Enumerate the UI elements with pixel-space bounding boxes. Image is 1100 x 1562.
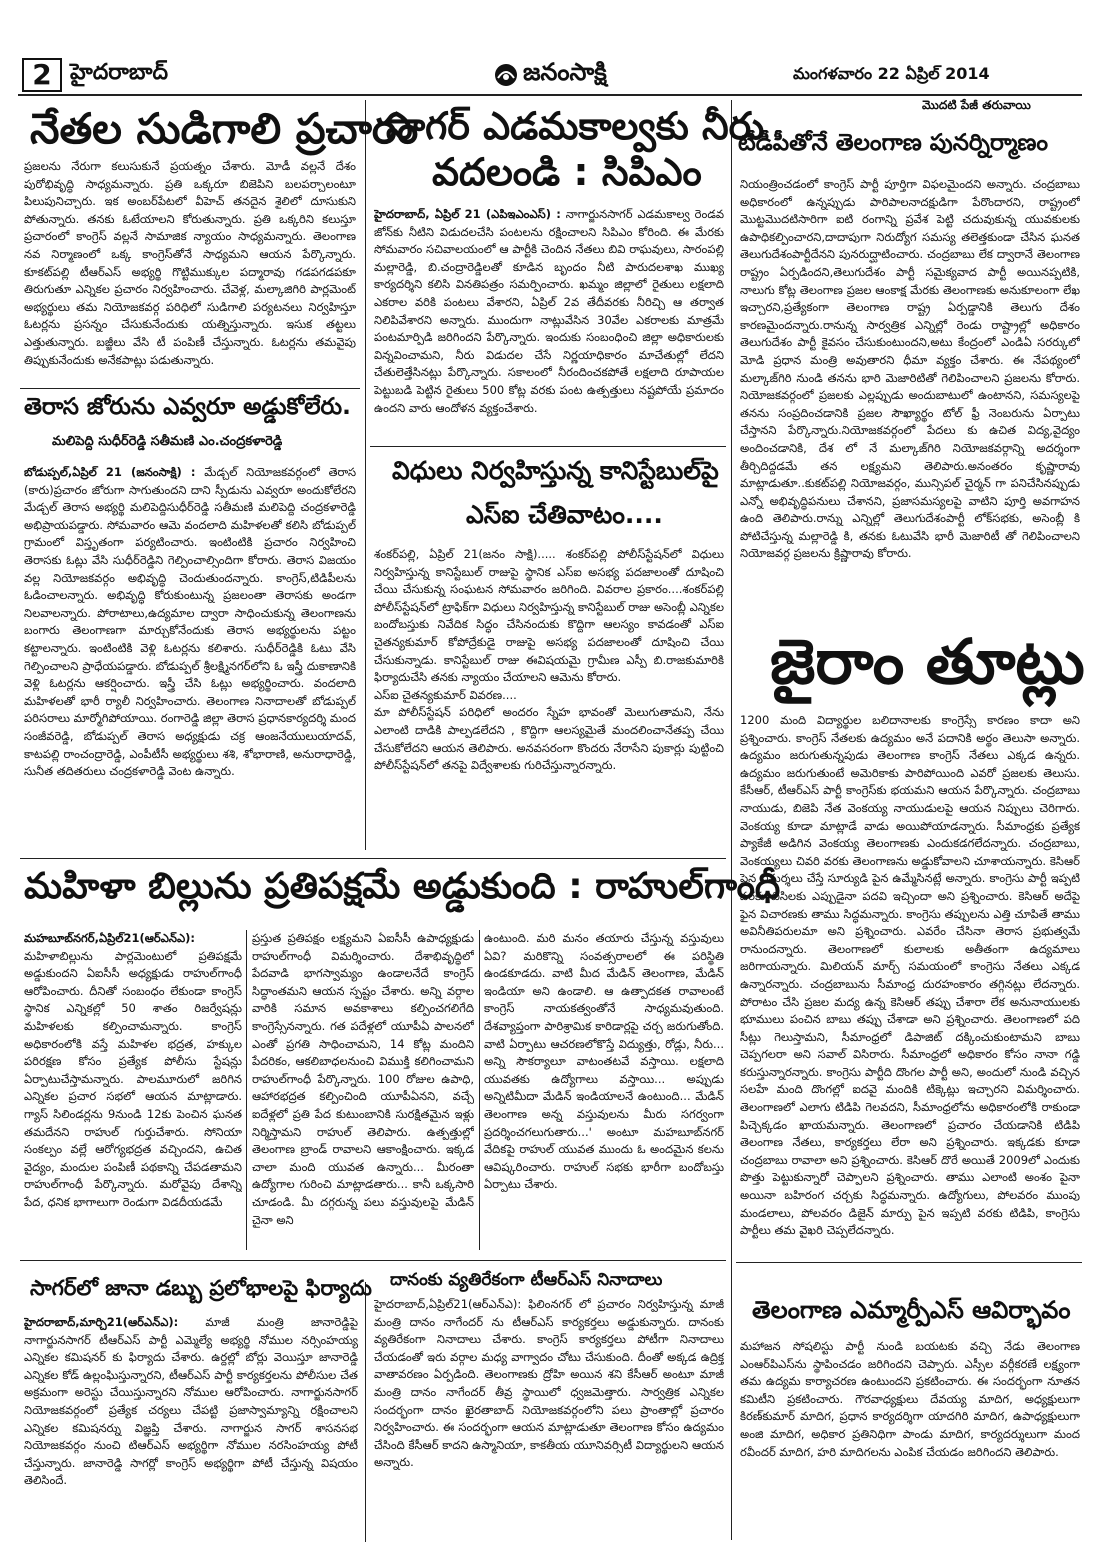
paper-logo [493, 58, 607, 92]
article2-headline: తెరాస జోరును ఎవ్వరూ అడ్డుకోలేరు. [24, 394, 351, 420]
article4-headline-1: విధులు నిర్వహిస్తున్న కానిస్టేబుల్‌పై [392, 456, 719, 485]
article2-dateline: బోడుప్పల్,ఏప్రిల్ 21 (జనంసాక్షి) : [24, 465, 196, 479]
article4-dateline: శంకర్‌పల్లి, ఏప్రిల్ 21(జనం సాక్షి)..... [374, 547, 556, 561]
article7-text-3: ఉంటుంది. మరి మనం తయారు చేస్తున్న వస్తువులు ఏవి? మరికొన్ని సంవత్సరాలలో ఈ పరిస్థితి ఉండకూడదు. వాటి మీద మేడిన్ తెలంగాణ, మేడిన్ ఇండియా అని ఉండాలి. ఆ ఉత్పాదకత రావాలంటే కాంగ్రెస్ నాయకత్వంతోనే సాధ్యమవుతుంది. దేశవ్యాప్తంగా పారిశ్రామిక కారిడార్లపై చర్చ జరుగుతోంది. వాటి ఏర్పాటు ఆచరణలోకొస్తే విద్యుత్తు, రోడ్లు, నీరు... అన్ని సౌకర్యాలూ వాటంతటవే వస్తాయి. లక్షలాది యువతకు ఉద్యోగాలు వస్తాయి... అప్పుడు అన్నిటిమీదా మేడిన్ ఇండియాలనే ఉంటుంది... మేడిన్ తెలంగాణ అన్న వస్తువులను మీరు సగర్వంగా ప్రదర్శించగలుగుతారు...' అంటూ మహబూబ్‌నగర్ వేదికపై రాహుల్ యువత ముందు ఓ అందమైన కలను ఆవిష్కరించారు. రాహుల్ సభకు భారీగా బందోబస్తు ఏర్పాటు చేశారు. [484, 931, 724, 1192]
article10-text: మహాజన సోషలిస్టు పార్టీ నుండి బయటకు వచ్చి నేడు తెలంగాణ ఎంఆర్‌పిఎస్‌ను స్థాపించడం జరిగిందని చెప్పారు. ఎస్సీల వర్గీకరణే లక్ష్యంగా తమ ఉద్యమ కార్యాచరణ ఉంటుందని ప్రకటించారు. ఈ సందర్భంగా నూతన కమిటీని ప్రకటించారు. గౌరవాధ్యక్షులు దేవయ్య మాదిగ, అధ్యక్షులుగా కిరణ్‌కుమార్ మాదిగ, ప్రధాన కార్యదర్శిగా యాదగిరి మాదిగ, ఉపాధ్యక్షులుగా అంజి మాదిగ, అధికార ప్రతినిధిగా పాండు మాదిగ, కార్యదర్శులుగా మంద రవీందర్ మాదిగ, హరి మాదిగలను ఎంపిక చేయడం జరిగిందని తెలిపారు. [740, 1339, 1080, 1459]
article7-headline: మహిళా బిల్లును ప్రతిపక్షమే అడ్డుకుంది : రాహుల్‌గాంధీ [24, 866, 781, 907]
article4-text: శంకర్‌పల్లి పోలీస్‌స్టేషన్‌లో విధులు నిర్వహిస్తున్న కానిస్టేబుల్ రాజుపై స్థానిక ఎస్ఐ అసభ్య పదజాలంతో దూషించి చేయి చేసుకున్న సంఘటన సోమవారం జరిగింది. వివరాల ప్రకారం....శంకర్‌పల్లి పోలీస్‌స్టేషన్‌లో ట్రాఫిక్‌గా విధులు నిర్వహిస్తున్న కానిస్టేబుల్ రాజు అసెంబ్లీ ఎన్నికల బందోబస్తుకు నివేదిక సిద్ధం చేసినందుకు కొద్దిగా ఆలస్యం కావడంతో ఎస్ఐ చైతన్యకుమార్ కోపోద్రేకుడై రాజుపై అసభ్య పదజాలంతో దూషించి చేయి చేసుకున్నాడు. కానిస్టేబుల్ రాజు ఈవిషయమై గ్రామీణ ఎస్పీ బి.రాజకుమారికి ఫిర్యాదుచేసి తనకు న్యాయం చేయాలని ఆమెను కోరారు. [374, 547, 724, 685]
article1-body [24, 158, 356, 386]
article3-headline-2: వదలండి : సిపిఎం [432, 150, 702, 194]
article2-body [24, 464, 356, 849]
article7-top-rule [20, 858, 726, 859]
article3-dateline: హైదరాబాద్, ఏప్రిల్ 21 (ఎపిఇఎంఎస్) : [374, 207, 561, 221]
article5-text: నియంత్రించడంలో కాంగ్రెస్ పార్టీ పూర్తిగా విఫలమైందని అన్నారు. చంద్రబాబు అధికారంలో ఉన్నప్పుడు పారిపాలనాదక్షుడిగా పేరొందారని, రాష్ట్రంలో మొట్టమొదటిసారిగా ఐటి రంగాన్ని ప్రవేశ పెట్టి చదువుకున్న యువకులకు ఉపాధికల్పించారని,దాదాపుగా నిరుద్యోగ సమస్య తలెత్తకుండా చేసిన ఘనత తెలుగుదేశంపార్టీదేనని పునరుద్ఘాటించారు. చంద్రబాబు లేక ద్వారానే తెలంగాణ రాష్ట్రం ఏర్పడిందని,తెలుగుదేశం పార్టీ సమైక్యవాద పార్టీ అయినప్పటికి, నాలుగు కోట్ల తెలంగాణ ప్రజల ఆంకాక్ష మేరకు తెలంగాణకు అనుకూలంగా లేఖ ఇచ్చారని,ప్రత్యేకంగా తెలంగాణ రాష్ట్ర ఏర్పడ్డానికి తెలుగు దేశం కారణమైందన్నారు.రానున్న సార్వత్రిక ఎన్నిల్లో రెండు రాష్ట్రాల్లో అధికారం తెలుగుదేశం పార్టీ కైవసం చేసుకుంటుందని,అటు కేంద్రంలో ఎండిఏ సరర్కులో మోడి ప్రధాన మంత్రి అవుతారని ధీమా వ్యక్తం చేశారు. ఈ నేపథ్యంలో మల్కాజ్‌గిరి నుండి తనను భారి మెజారిటితో గెలిపించాలని ప్రజలను కోరారు. నియోజకవర్గంలో ప్రజలకు ఎల్లప్పుడు అందుబాటులో ఉంటానని, సమస్యలపై తనను సంప్రదించడానికి ప్రజల సౌఖ్యార్థం టోల్ ఫ్రీ నెంబరును ఏర్పాటు చేస్తానని పేర్కొన్నారు.నియోజకవర్గంలో పేదలు కు ఉచిత విద్య,వైద్యం అందించడానికి, దేశ లో నే మల్కాజ్‌గిరి నియోజకవర్గాన్ని అదర్శంగా తీర్చిదిద్దడమే తన లక్ష్యమని తెలిపారు.అనంతరం కృష్ణారావు మాట్లాడుతూ..కుకట్‌పల్లి నియోజవర్గం, మున్సిపల్ చైర్మన్ గా పనిచేసినప్పుడు ఎన్నో అభివృద్ధిపనులు చేశానని, ప్రజాసమస్యలపై వాటిని పూర్తి అవగాహన ఉంది తెలిపారు.రాన్ను ఎన్నిల్లో తెలుగుదేశంపార్టీ లోక్‌సభకు, అసెంబ్లీ కి పోటిచేస్తున్న మల్లారెడ్డి కి, తనకు ఓటువేసి భారీ మెజారిటీ తో గెలిపించాలని నియోజవర్గ ప్రజలను క్రిష్ణారావు కోరారు. [740, 177, 1080, 561]
city-name: హైదరాబాద్ [70, 60, 168, 85]
article7-col-rule-1 [246, 930, 247, 1250]
article7-col-rule-2 [479, 930, 480, 1250]
article1-text: ప్రజలను నేరుగా కలుసుకునే ప్రయత్నం చేశారు. మోడీ వల్లనే దేశం పురోభివృద్ధి సాధ్యమన్నారు. ప్రతి ఒక్కరూ బిజెపిని బలపర్చాలంటూ పిలుపునిచ్చారు. ఇక అంబర్‌పేటలో వీహెచ్ తనదైన శైలిలో దూసుకుని పోతున్నారు. తనకు ఓటేయాలని కోరుతున్నారు. ప్రతి ఒక్కరిని కలుస్తూ ప్రచారంలో కాంగ్రెస్ వల్లనే సామాజిక న్యాయం సాధ్యమన్నారు. తెలంగాణ నవ నిర్మాణంలో ఒక్క కాంగ్రెస్‌తోనే సాధ్యమని ఆయన పేర్కొన్నారు. కూకట్‌పల్లి టీఆర్ఎస్ అభ్యర్థి గొట్టిముక్కుల పద్మారావు గడపగడపకూ తిరుగుతూ ఎన్నికల ప్రచారం నిర్వహించారు. చేవెళ్ల, మల్కాజిగిరి పార్లమెంట్ అభ్యర్థులు తమ నియోజకవర్గ పరిధిలో సుడిగాలి పర్యటనలు నిర్వహిస్తూ ఓటర్లను ప్రసన్నం చేసుకునేందుకు యత్నిస్తున్నారు. ఇసుక తట్టలు ఎత్తుతున్నారు. బజ్జీలు వేసి టీ పంపిణీ చేస్తున్నారు. ఓటర్లను తమవైపు తిప్పుకునేందుకు అనేకపాట్లు పడుతున్నారు. [24, 159, 356, 367]
article10-body [740, 1338, 1080, 1546]
article9-body [374, 1296, 724, 1546]
article3-rule [370, 446, 726, 447]
column-rule-3 [365, 1282, 366, 1542]
article4-headline-2: ఎస్ఐ చేతివాటం.... [466, 500, 663, 529]
article2-byline: మలిపెద్ది సుధీర్‌రెడ్డి సతీమణి ఎం.చంద్రకళారెడ్డి [52, 434, 283, 449]
article2-text: మేడ్చల్ నియోజకవర్గంలో తెరాస (కారు)ప్రచారం జోరుగా సాగుతుందని దాని స్పీడును ఎవ్వరూ అందుకోలేరని మేడ్చల్ తెరాస అభ్యర్థి మలిపెద్దిసుధీర్‌రెడ్డి సతీమణి మలిపెద్ది చంద్రకళారెడ్డి అభిప్రాయపడ్డారు. సోమవారం ఆమె వందలాది మహిళలతో కలిసి బోడుప్పల్ గ్రామంలో విస్తృతంగా పర్యటించారు. ఇంటింటికి ప్రచారం నిర్వహించి తెరాసకు ఓట్లు వేసి సుధీర్‌రెడ్డిని గెల్పించాల్సిందిగా కోరారు. తెరాస విజయం వల్ల నియోజకవర్గం అభివృద్ధి చెందుతుందన్నారు. కాంగ్రెస్,టిడిపీలను ఓడించాలన్నారు. అభివృద్ధి కోరుకుంటున్న ప్రజలంతా తెరాసకు అండగా నిలవాలన్నారు. పోరాటాలు,ఉద్యమాల ద్వారా సాధించుకున్న తెలంగాణను బంగారు తెలంగాణగా మార్చుకోనేందుకు తెరాస అభ్యర్థులను పట్టం కట్టాలన్నారు. ఇంటింటికి వెళ్లి ఓటర్లను కలిశారు. సుధీర్‌రెడ్డికి ఓటు వేసి గెల్పించాలని ప్రాధేయపడ్డారు. బోడుప్పల్ శ్రీలక్ష్మినగర్‌లోని ఓ ఇస్త్రీ దుకాణానికి వెళ్లి ఓటర్లను ఆకర్షించారు. ఇస్త్రీ చేసి ఓట్లు అభ్యర్థించారు. వందలాది మహిళలతో భారీ ర్యాలీ నిర్వహించారు. తెలంగాణ నినాదాలతో బోడుప్పల్ పరిసరాలు మార్మోగిపోయాయి. రంగారెడ్డి జిల్లా తెరాస ప్రధానకార్యదర్శి మంద సంజీవరెడ్డి, బోడుప్పల్ తెరాస అధ్యక్షుడు చక్ర ఆంజనేయులుయాదవ్, కాటపల్లి రాంచంద్రారెడ్డి, ఎంపీటీసీ అభ్యర్థులు శశి, శోభారాణి, అనురాధారెడ్డి, సునీత తదితరులు చంద్రకళారెడ్డి వెంట ఉన్నారు. [24, 465, 356, 779]
article9-dateline: హైదరాబాద్,ఏప్రిల్21(ఆర్ఎన్ఎ): [374, 1297, 522, 1311]
article8-body [24, 1314, 358, 1546]
article10-headline: తెలంగాణ ఎమ్మార్పీఎస్ ఆవిర్భావం [752, 1296, 1071, 1324]
article7-text-1: మహిళాబిల్లును పార్లమెంటులో ప్రతిపక్షమే అడ్డుకుందని ఏఐసీసీ అధ్యక్షుడు రాహుల్‌గాంధీ ఆరోపించారు. దీనితో సంబంధం లేకుండా కాంగ్రెస్ స్థానిక ఎన్నికల్లో 50 శాతం రిజర్వేషన్లు మహిళలకు కల్పించామన్నారు. కాంగ్రెస్ అధికారంలోకి వస్తే మహిళల భద్రత, హక్కుల పరిరక్షణ కోసం ప్రత్యేక పోలీసు స్టేషన్లు ఏర్పాటుచేస్తామన్నారు. పాలమూరులో జరిగిన ఎన్నికల ప్రచార సభలో ఆయన మాట్లాడారు. గ్యాస్ సిలిండర్లను 9నుండి 12కు పెంచిన ఘనత తమదేనని రాహుల్ గుర్తుచేశారు. సోనియా సంకల్పం వల్లే ఆరోగ్యభద్రత వచ్చిందని, ఉచిత వైద్యం, మందుల పంపిణీ పథకాన్ని చేపడతామని రాహుల్‌గాంధీ పేర్కొన్నారు. మరోవైపు దేశాన్ని పేద, ధనిక భాగాలుగా రెండుగా విడదీయడమే [24, 948, 242, 1209]
article4-subhead: ఎస్ఐ చైతన్యకుమార్ వివరణ.... [374, 687, 517, 702]
article3-text: నాగార్జునసాగర్ ఎడమకాల్వ రెండవ జోన్‌కు నీటిని విడుదలచేసి పంటలను రక్షించాలని సిపిఎం కోరింది. ఈ మేరకు సోమవారం సచివాలయంలో ఆ పార్టీకి చెందిన నేతలు బివి రాఘవులు, సారంపల్లి మల్లారెడ్డి, బి.చంద్రారెడ్డిలతో కూడిన బృందం నీటి పారుదలశాఖ ముఖ్య కార్యదర్శిని కలిసి వినతిపత్రం సమర్పించారు. ఖమ్మం జిల్లాలో రైతులు లక్షలాది ఎకరాల వరికి పంటలు వేశారని, ఏప్రిల్ 2వ తేదీవరకు నీరిచ్చి ఆ తర్వాత నిలిపివేశారని అన్నారు. ముందుగా నాట్లువేసిన 30వేల ఎకరాలకు మాత్రమే పంటమార్పిడి జరిగిందని పేర్కొన్నారు. ఇందుకు సంబంధించి జిల్లా అధికారులకు విన్నవించామని, నీరు విడుదల చేసే నిర్ణయాధికారం మాచేతుల్లో లేదని చేతులెత్తేసినట్లు పేర్కొన్నారు. సకాలంలో నీరందించకపోతే లక్షలాది రూపాయల పెట్టుబడి పెట్టిన రైతులు 500 కోట్ల వరకు పంట ఉత్పత్తులు నష్టపోయే ప్రమాదం ఉందని వారు ఆందోళన వ్యక్తంచేశారు. [374, 207, 724, 415]
article1-rule [20, 388, 360, 389]
column-rule-1 [365, 100, 366, 850]
article6-text: 1200 మంది విద్యార్థుల బలిదానాలకు కాంగ్రెస్సే కారణం కాదా అని ప్రశ్నించారు. కాంగ్రెస్ నేతలకు ఉద్యమం అనే పదానికి అర్థం తెలుసా అన్నారు. ఉద్యమం జరుగుతున్నపుడు తెలంగాణ కాంగ్రెస్ నేతలు ఎక్కడ ఉన్నరు. ఉద్యమం జరుగుతుంటే అమెరికాకు పారిపోయింది ఎవరో ప్రజలకు తెలుసు. కేసీఆర్, టీఆర్ఎస్ పార్టీ కాంగ్రెస్‌కు భయమని ఆయన పేర్కొన్నారు. చంద్రబాబు నాయుడు, బిజెపి నేత వెంకయ్య నాయుడులపై ఆయన నిప్పులు చెరిగారు. వెంకయ్య కూడా మాట్లాడే వాడు అయిపోయాడన్నారు. సీమాంధ్రకు ప్రత్యేక ప్యాకేజీ అడిగిన వెంకయ్య తెలంగాణకు ఎందుకడగలేదన్నారు. చంద్రబాబు, వెంకయ్యలు చివరి వరకు తెలంగాణను అడ్డుకోవాలని చూశాయన్నారు. కెసిఆర్ పైన విమర్శలు చేస్తే సూర్యుడి పైన ఉమ్మేసినట్లే అన్నారు. కాంగ్రెసు పార్టీ ఇప్పటి వరకు బిసిలకు ఎప్పుడైనా పదవి ఇచ్చిందా అని ప్రశ్నించారు. కెసిఆర్ అదేపై ఫైన విచారణకు తాము సిద్ధమన్నారు. కాంగ్రెసు తప్పులను ఎత్తి చూపితే తాము అవినీతిపరులమా అని ప్రశ్నించారు. ఎవరేం చేసినా తెరాస ప్రభుత్వమే రానుందన్నారు. తెలంగాణలో కులాలకు అతీతంగా ఉద్యమాలు జరిగాయన్నారు. మిలియన్ మార్చ్ సమయంలో కాంగ్రెసు నేతలు ఎక్కడ ఉన్నారన్నారు. చంద్రబాబును సీమాంధ్ర దురహంకారం తగ్గినట్లు లేదన్నారు. పోరాటం చేసి ప్రజల మద్య ఉన్న కెసిఆర్ తప్పు చేశారా లేక అనునాయులకు భూములు పంచిన బాబు తప్పు చేశాడా అని ప్రశ్నించారు. తెలంగాణలో పది సీట్లు గెలుస్తామని, సీమాంధ్రలో డిపాజిట్ దక్కించుకుంటామని బాబు చెప్పగలరా అని సవాల్ విసిరారు. సీమాంధ్రలో అధికారం కోసం నానా గడ్డి కరుస్తున్నారన్నారు. కాంగ్రెసు పార్టీది దొంగల పార్టీ అని, అందులో నుండి వచ్చిన సలహే మంది దొంగల్లో ఐదవై మందికి టిక్కెట్లు ఇచ్చారని విమర్శించారు. తెలంగాణలో ఎలాగు టిడిపి గెలవదని, సీమాంధ్రలోను అధికారంలోకి రాకుండా పిచ్చెక్కడం ఖాయమన్నారు. తెలంగాణలో ప్రచారం చేయడానికి టిడిపి తెలంగాణ నేతలు, కార్యకర్తలు లేరా అని ప్రశ్నించారు. ఇక్కడకు కూడా చంద్రబాబు రావాలా అని ప్రశ్నించారు. కెసిఆర్ దొరే అయితే 2009లో ఎందుకు పొత్తు పెట్టుకున్నారో చెప్పాలని ప్రశ్నించారు. తాము ఎలాంటి అంశం పైనా అయినా బహిరంగ చర్చకు సిద్ధమన్నారు. ఉద్యోగులు, పోలవరం ముంపు మండలాలు, పోలవరం డిజైన్ మార్పు పైన ఇప్పటి వరకు టిడిపి, కాంగ్రెసు పార్టీలు తమ వైఖరి చెప్పలేదన్నారు. [740, 713, 1080, 1238]
article6-headline: జైరాం తూట్లు [770, 625, 1085, 698]
article3-body [374, 206, 724, 430]
article8-dateline: హైదరాబాద్,మార్చి21(ఆర్ఎన్ఎ): [24, 1315, 179, 1329]
article5-headline: టీడీపీతోనే తెలంగాణ పునర్నిర్మాణం [738, 130, 1049, 156]
article7-text-2: ప్రస్తుత ప్రతిపక్షం లక్ష్యమని ఏఐసీసీ ఉపాధ్యక్షుడు రాహుల్‌గాంధీ విమర్శించారు. దేశాభివృద్ధిలో పేదవాడి భాగస్వామ్యం ఉండాలనేదే కాంగ్రెస్ సిద్ధాంతమని ఆయన స్పష్టం చేశారు. అన్ని వర్గాల వారికి సమాన అవకాశాలు కల్పించగలిగేది కాంగ్రెస్సేనన్నారు. గత పదేళ్లలో యూపీఏ పాలనలో ఎంతో ప్రగతి సాధించామని, 14 కోట్ల మందిని పేదరికం, ఆకలిబాధలనుంచి విముక్తి కలిగించామని రాహుల్‌గాంధీ పేర్కొన్నారు. 100 రోజుల ఉపాధి, ఆహారభద్రత కల్పించింది యూపీఏనని, వచ్చే ఐదేళ్లలో ప్రతి పేద కుటుంబానికి సురక్షితమైన ఇళ్లు నిర్మిస్తామని రాహుల్ తెలిపారు. ఉత్పత్తుల్లో తెలంగాణ బ్రాండ్ రావాలని ఆకాంక్షించారు. ఇక్కడ చాలా మంది యువత ఉన్నారు... మీరంతా ఉద్యోగాల గురించి మాట్లాడతారు... కానీ ఒక్కసారి చూడండి. మీ దగ్గరున్న పలు వస్తువులపై మేడిన్ చైనా అని [252, 931, 474, 1227]
masthead [18, 58, 1082, 92]
article7-col1 [24, 930, 242, 1252]
article8-headline: సాగర్‌లో జానా డబ్బు ప్రలోభాలపై ఫిర్యాదు [30, 1276, 372, 1300]
page-number: 2 [22, 58, 62, 92]
logo-emblem-icon [493, 62, 519, 88]
article6-rule [736, 1262, 1082, 1263]
article7-bottom-rule [20, 1260, 726, 1261]
article9-text: ఫిలింనగర్ లో ప్రచారం నిర్వహిస్తున్న మాజీ మంత్రి దానం నాగేందర్ ను టీఆర్ఎస్ కార్యకర్తలు అడ్డుకున్నారు. దానంకు వ్యతిరేకంగా నినాదాలు చేశారు. కాంగ్రెస్ కార్యకర్తలు పోటీగా నినాదాలు చేయడంతో ఇరు వర్గాల మధ్య వాగ్వాదం చోటు చేసుకుంది. దీంతో అక్కడ ఉద్రిక్త వాతావరణం ఏర్పడింది. తెలంగాణకు ద్రోహి అయిన శని కేసీఆర్ అంటూ మాజీ మంత్రి దానం నాగేందర్ తీవ్ర స్థాయిలో ధ్వజమెత్తారు. సార్వత్రిక ఎన్నికల సందర్భంగా దానం ఖైరతాబాద్ నియోజకవర్గంలోని పలు ప్రాంతాల్లో ప్రచారం నిర్వహించారు. ఈ సందర్భంగా ఆయన మాట్లాడుతూ తెలంగాణ కోసం ఉద్యమం చేసింది కేసీఆర్ కాదని ఉస్మానియా, కాకతీయ యూనివర్సిటీ విద్యార్థులని ఆయన అన్నారు. [374, 1297, 724, 1470]
article7-col3 [484, 930, 724, 1252]
issue-date: మంగళవారం 22 ఏప్రిల్ 2014 [793, 64, 990, 83]
article4-body [374, 546, 724, 848]
column-rule-2 [731, 100, 732, 1540]
article3-headline-1: సాగర్ ఎడమకాల్వకు నీరు [386, 104, 765, 148]
article4-text-2: మా పోలీస్‌స్టేషన్ పరిధిలో అందరం స్నేహ భావంతో మెలుగుతామని, నేను ఎలాంటి దాడికి పాల్పడలేదని , కొద్దిగా ఆలస్యమైతే మందలించానేతప్ప చేయి చేసుకోలేదని ఆయన తెలిపారు. అనవసరంగా కొందరు నేరాసేని పుకార్లు పుట్టించి పోలీస్‌స్టేషన్‌లో తనపై విద్వేశాలకు గురిచేస్తున్నారన్నారు. [374, 705, 724, 773]
article5-body [740, 176, 1080, 596]
paper-name: జనంసాక్షి [523, 58, 607, 86]
article7-col2 [252, 930, 474, 1252]
article1-headline: నేతల సుడిగాలి ప్రచారం [30, 104, 419, 153]
article7-dateline: మహబూబ్‌నగర్,ఏప్రిల్21(ఆర్ఎన్ఎ): [24, 931, 195, 945]
article6-body [740, 712, 1080, 1257]
article8-text: మాజీ మంత్రి జానారెడ్డిపై నాగార్జునసాగర్ టీఆర్ఎస్ పార్టీ ఎమ్మెల్యే అభ్యర్థి నోముల నర్సింహయ్య ఎన్నికల కమిషనర్ కు ఫిర్యాదు చేశారు. ఉర్దల్లో బోర్లు వెయిస్తూ జానారెడ్డి ఎన్నికల కోడ్ ఉల్లంఘిస్తున్నారని, టీఆర్ఎస్ పార్టీ కార్యకర్తలను పోలీసుల చేత అక్రమంగా అరెస్టు చేయిస్తున్నారని నోముల ఆరోపించారు. నాగార్జునసాగర్ నియోజకవర్గంలో ప్రత్యేక చర్యలు చేపట్టి ప్రజాస్వామ్యాన్ని రక్షించాలని ఎన్నికల కమిషనర్ను విజ్ఞప్తి చేశారు. నాగార్జున సాగర్ శాసనసభ నియోజకవర్గం నుంచి టిఆర్ఎస్ అభ్యర్థిగా నోముల నరసింహయ్య పోటీ చేస్తున్నారు. జానారెడ్డి సాగర్లో కాంగ్రెస్ అభ్యర్థిగా పోటీ చేస్తున్న విషయం తెలిసిందే. [24, 1315, 358, 1488]
continued-label: మొదటి పేజీ తరువాయి [922, 98, 1031, 112]
article9-headline: దానంకు వ్యతిరేకంగా టీఆర్ఎస్ నినాదాలు [390, 1270, 663, 1290]
masthead-rule [18, 94, 1082, 96]
